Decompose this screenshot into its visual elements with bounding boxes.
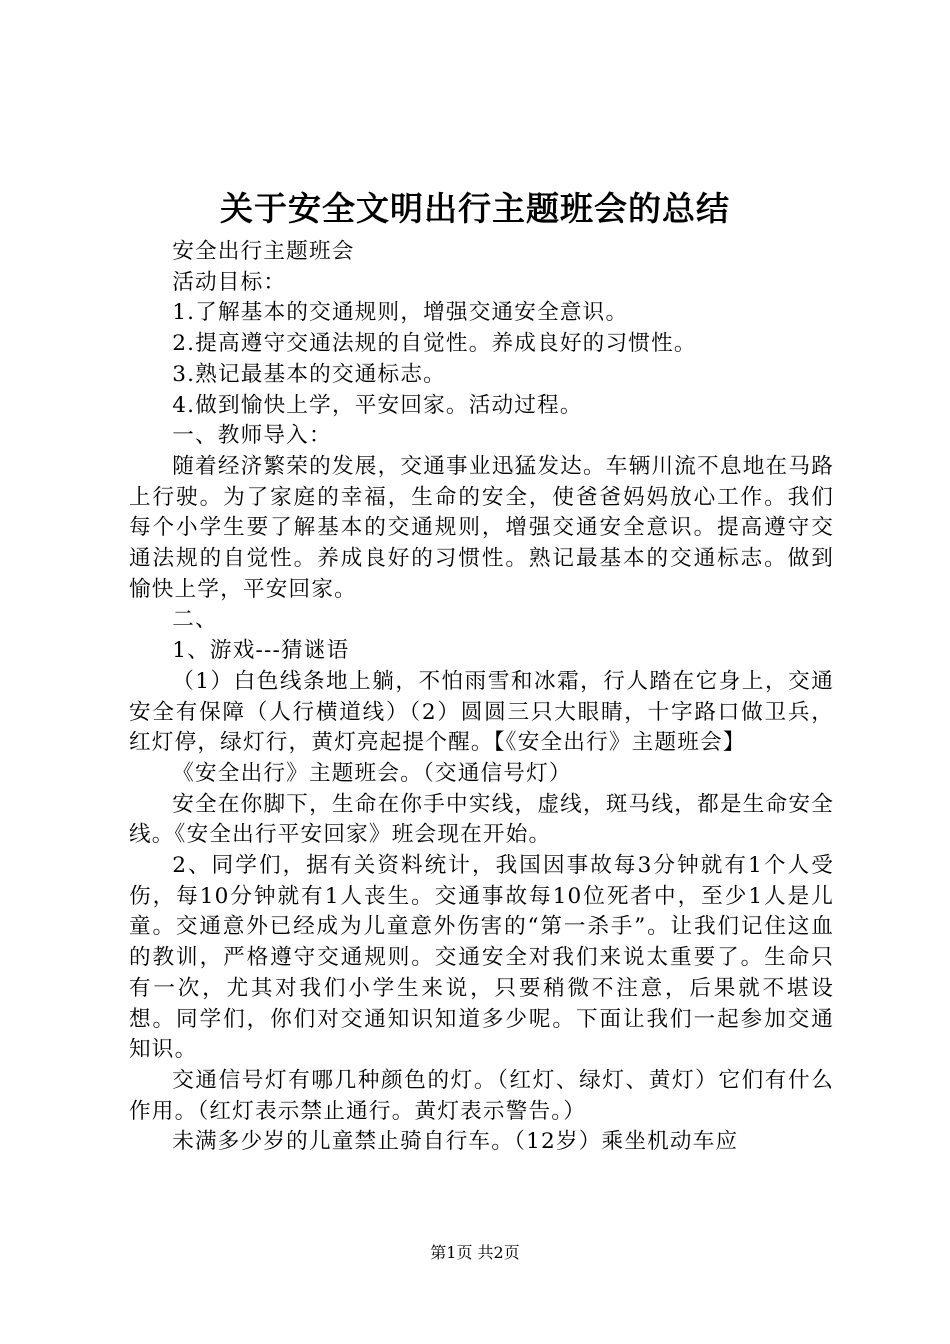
- paragraph-10: 1、游戏---猜谜语: [172, 638, 350, 664]
- paragraph-14: 2、同学们，据有关资料统计，我国因事故每3分钟就有1个人受伤，每10分钟就有1人丧生。交通事故每10位死者中，至少1人是儿童。交通意外已经成为儿童意外伤害的“第一杀手”。让我们记住这血的教训，严格遵守交通规则。交通安全对我们来说太重要了。生命只有一次，尤其对我们小学生来说，只要稍微不注意，后果就不堪设想。同学们，你们对交通知识知道多少呢。下面让我们一起参加交通知识。: [129, 853, 834, 1063]
- paragraph-5: 3.熟记最基本的交通标志。: [172, 361, 446, 387]
- paragraph-7: 一、教师导入：: [172, 423, 332, 449]
- document-title: 关于安全文明出行主题班会的总结: [220, 189, 730, 228]
- paragraph-8: 随着经济繁荣的发展，交通事业迅猛发达。车辆川流不息地在马路上行驶。为了家庭的幸福，生命的安全，使爸爸妈妈放心工作。我们每个小学生要了解基本的交通规则，增强交通安全意识。提高遵守交通法规的自觉性。养成良好的习惯性。熟记最基本的交通标志。做到愉快上学，平安回家。: [129, 453, 834, 602]
- paragraph-15: 交通信号灯有哪几种颜色的灯。（红灯、绿灯、黄灯）它们有什么作用。（红灯表示禁止通行。黄灯表示警告。）: [129, 1067, 834, 1124]
- paragraph-12: 《安全出行》主题班会。（交通信号灯）: [172, 760, 572, 786]
- paragraph-2: 活动目标：: [172, 269, 287, 295]
- paragraph-6: 4.做到愉快上学，平安回家。活动过程。: [172, 392, 583, 418]
- page-number-footer: 第1页 共2页: [430, 1243, 520, 1262]
- paragraph-11: （1）白色线条地上躺，不怕雨雪和冰霜，行人踏在它身上，交通安全有保障（人行横道线）（2）圆圆三只大眼睛，十字路口做卫兵，红灯停，绿灯行，黄灯亮起提个醒。【《安全出行》主题班会】: [129, 668, 834, 756]
- document-body: [129, 237, 834, 1158]
- paragraph-3: 1.了解基本的交通规则，增强交通安全意识。: [172, 300, 629, 326]
- paragraph-9: 二、: [172, 607, 218, 633]
- paragraph-4: 2.提高遵守交通法规的自觉性。养成良好的习惯性。: [172, 331, 697, 357]
- paragraph-1: 安全出行主题班会: [172, 239, 355, 264]
- paragraph-13: 安全在你脚下，生命在你手中实线，虚线，斑马线，都是生命安全线。《安全出行平安回家》班会现在开始。: [129, 791, 834, 848]
- paragraph-16: 未满多少岁的儿童禁止骑自行车。（12岁）乘坐机动车应: [172, 1129, 739, 1155]
